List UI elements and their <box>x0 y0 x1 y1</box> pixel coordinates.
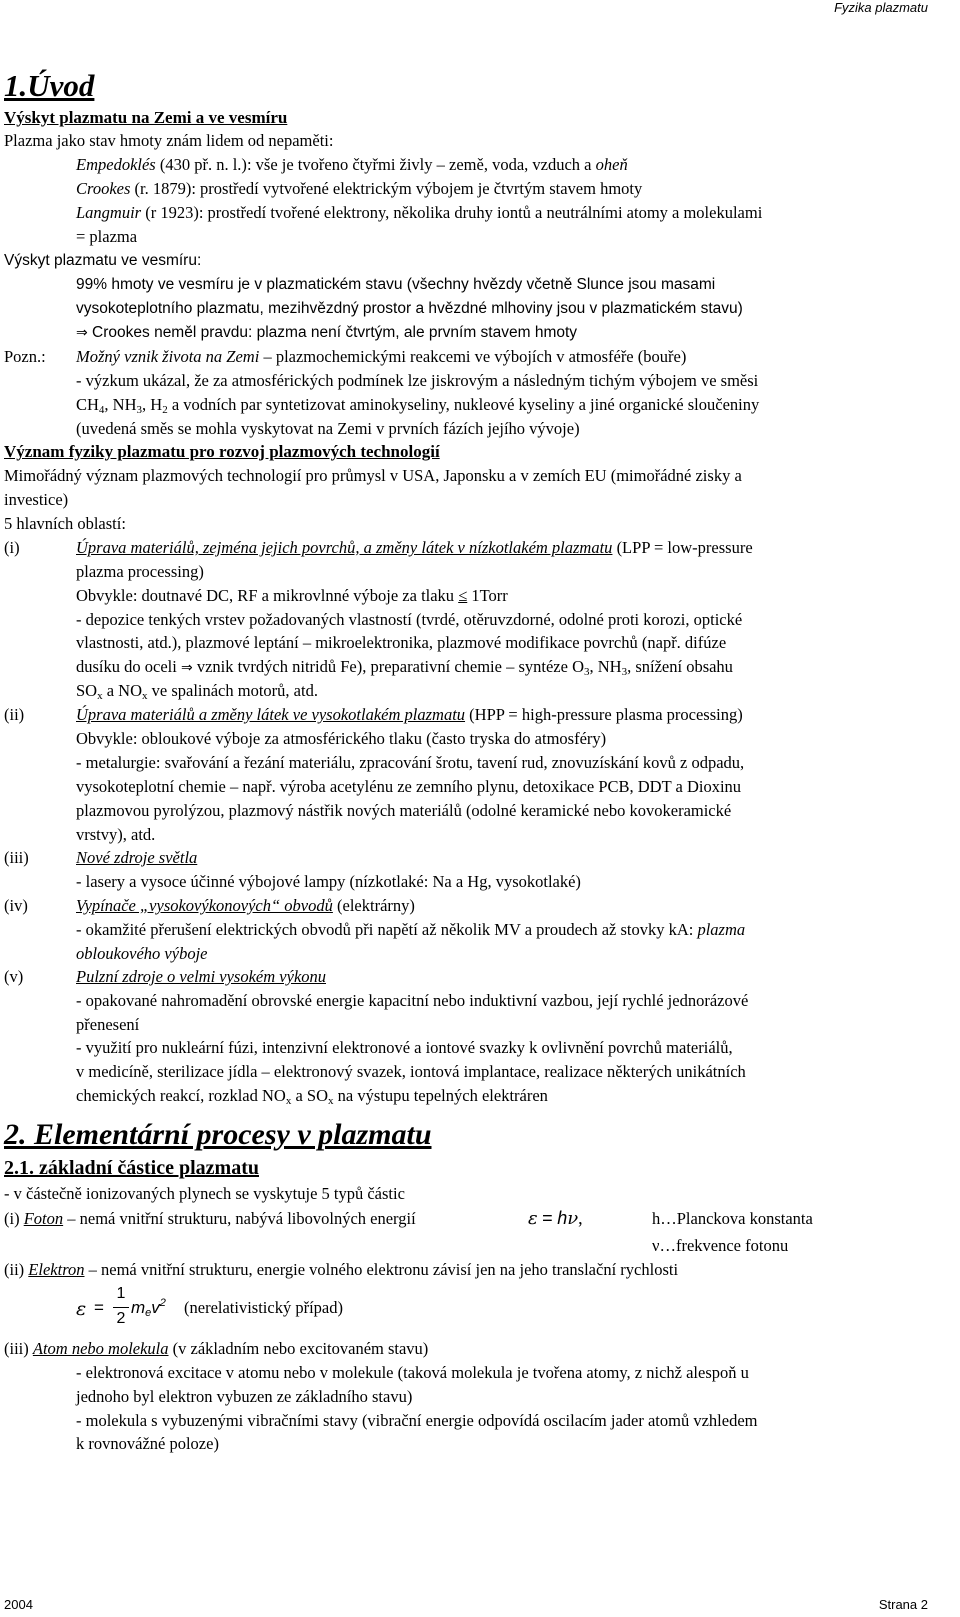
paragraph: 5 hlavních oblastí: <box>4 514 126 533</box>
paragraph <box>76 919 745 941</box>
text: Obvykle: doutnavé DC, RF a mikrovlnné výboje za tlaku <box>76 586 459 605</box>
text: a vodních par syntetizovat aminokyseliny, nukleové kyseliny a jiné organické sloučeniny <box>167 395 760 414</box>
paragraph-empedokles <box>76 154 628 176</box>
text-italic: Možný vznik života na Zemi <box>76 347 260 366</box>
footer-page-number: Strana 2 <box>878 1597 928 1612</box>
implies-symbol: ⇒ <box>180 660 193 676</box>
paragraph: - lasery a vysoce účinné výbojové lampy (nízkotlaké: Na a Hg, vysokotlaké) <box>76 872 581 891</box>
equals: = <box>94 1298 104 1317</box>
paragraph: - depozice tenkých vrstev požadovaných vlastností (tvrdé, otěruvzdorné, odolné proti korozi, optické <box>76 610 743 629</box>
date: (r. 1879) <box>130 179 192 198</box>
list-number: (i) <box>4 1209 20 1228</box>
h: h <box>557 1208 568 1228</box>
text: (LPP = low-pressure <box>612 538 753 557</box>
equation-photon-energy <box>528 1207 583 1230</box>
paragraph-formula <box>76 394 759 416</box>
text: a NO <box>102 681 142 700</box>
date: (r 1923) <box>141 203 199 222</box>
paragraph-langmuir <box>76 202 762 224</box>
paragraph: plazmovou pyrolýzou, plazmový nástřik nových materiálů (odolné keramické nebo kovokeramické <box>76 801 732 820</box>
item-title: Elektron <box>28 1260 85 1279</box>
paragraph: vrstvy), atd. <box>76 825 156 844</box>
paragraph: investice) <box>4 490 69 509</box>
text-italic: plazma <box>697 920 746 939</box>
text: (elektrárny) <box>332 896 415 915</box>
paragraph: Mimořádný význam plazmových technologií pro průmysl v USA, Japonsku a v zemích EU (mimořádné zisky a <box>4 466 742 485</box>
paragraph <box>76 680 318 702</box>
list-number: (iii) <box>4 1339 29 1358</box>
note-planck: h…Planckova konstanta <box>652 1209 813 1228</box>
text: : prostředí vytvořené elektrickým výbojem je čtvrtým stavem hmoty <box>191 179 643 198</box>
fraction-bar <box>113 1307 129 1308</box>
note-label: Pozn.: <box>4 347 46 366</box>
comma: , <box>578 1208 583 1228</box>
subheading-zakladni-castice: 2.1. základní částice plazmatu <box>4 1157 259 1179</box>
paragraph: - v částečně ionizovaných plynech se vyskytuje 5 typů částic <box>4 1184 405 1203</box>
paragraph: vysokoteplotního plazmatu, mezihvězdný prostor a hvězdné mlhoviny jsou v plazmatickém stavu) <box>76 300 743 317</box>
superscript: 2 <box>159 1297 166 1309</box>
text: CH <box>76 395 99 414</box>
list-number: (ii) <box>4 1260 25 1279</box>
subscript: 3 <box>136 404 143 416</box>
text: dusíku do oceli <box>76 657 181 676</box>
list-number: (v) <box>4 967 24 986</box>
item-title: Foton <box>23 1209 64 1228</box>
text: (v základním nebo excitovaném stavu) <box>168 1339 429 1358</box>
name: Empedoklés <box>76 155 156 174</box>
list-item-i <box>76 537 753 559</box>
text: , H <box>142 395 163 414</box>
running-header: Fyzika plazmatu <box>834 0 928 15</box>
fraction-numerator: 1 <box>116 1285 126 1302</box>
paragraph: Obvykle: obloukové výboje za atmosférického tlaku (často tryska do atmosféry) <box>76 729 607 748</box>
mass: m <box>131 1298 146 1317</box>
paragraph-crookes <box>76 178 642 200</box>
paragraph: - metalurgie: svařování a řezání materiálu, zpracování šrotu, tavení rud, znovuzískání kovů z odpadu, <box>76 753 745 772</box>
subheading-vyskyt: Výskyt plazmatu na Zemi a ve vesmíru <box>4 108 288 127</box>
list-item-atom <box>4 1338 428 1360</box>
text: – nemá vnitřní strukturu, nabývá libovolných energií <box>63 1209 416 1228</box>
item-title: Úprava materiálů a změny látek ve vysokotlakém plazmatu <box>76 705 466 724</box>
subscript: e <box>145 1307 152 1319</box>
text: : prostředí tvořené elektrony, několika druhy iontů a neutrálními atomy a molekulami <box>198 203 763 222</box>
subscript: x <box>285 1095 292 1107</box>
section-heading-elementarni-procesy: 2. Elementární procesy v plazmatu <box>4 1118 432 1151</box>
equals: = <box>542 1208 553 1228</box>
date: (430 př. n. l.) <box>155 155 247 174</box>
subscript: 3 <box>621 666 628 678</box>
paragraph: = plazma <box>76 227 138 246</box>
paragraph: - molekula s vybuzenými vibračními stavy (vibrační energie odpovídá oscilacím jader atomů vzhledem <box>76 1411 758 1430</box>
subscript: 3 <box>583 666 590 678</box>
list-item-v-title: Pulzní zdroje o velmi vysokém výkonu <box>76 967 327 986</box>
text: SO <box>76 681 98 700</box>
list-number: (iv) <box>4 896 28 915</box>
footer-year: 2004 <box>4 1597 33 1612</box>
epsilon: ε <box>76 1298 87 1320</box>
text: (HPP = high-pressure plasma processing) <box>465 705 743 724</box>
paragraph: Výskyt plazmatu ve vesmíru: <box>4 252 202 269</box>
paragraph: - opakované nahromadění obrovské energie kapacitní nebo induktivní vazbou, její rychlé jednorázové <box>76 991 749 1010</box>
text: - okamžité přerušení elektrických obvodů při napětí až několik MV a proudech až stovky kA: <box>76 920 698 939</box>
text: – nemá vnitřní strukturu, energie volného elektronu závisí jen na jeho translační rychlosti <box>84 1260 679 1279</box>
list-item-elektron <box>4 1259 678 1281</box>
paragraph: - elektronová excitace v atomu nebo v molekule (taková molekula je tvořena atomy, z nichž alespoň u <box>76 1363 749 1382</box>
paragraph: plazma processing) <box>76 562 204 581</box>
subscript: x <box>97 690 103 702</box>
text: vznik tvrdých nitridů Fe), preparativní chemie – syntéze O <box>192 657 584 676</box>
item-title: Atom nebo molekula <box>32 1339 169 1358</box>
list-item-iv <box>76 895 415 917</box>
list-item-foton <box>4 1208 416 1230</box>
paragraph: k rovnovážné poloze) <box>76 1434 219 1453</box>
subscript: 4 <box>98 404 105 416</box>
text: , NH <box>589 657 622 676</box>
implies-symbol: ⇒ <box>76 325 88 341</box>
velocity: v <box>151 1298 160 1317</box>
note-frequency: ν…frekvence fotonu <box>652 1236 789 1255</box>
text: : vše je tvořeno čtyřmi živly – země, voda, vzduch a <box>246 155 596 174</box>
text: – plazmochemickými reakcemi ve výbojích v atmosféře (bouře) <box>259 347 687 366</box>
item-title: Vypínače „vysokovýkonových“ obvodů <box>76 896 333 915</box>
item-title: Úprava materiálů, zejména jejich povrchů, a změny látek v nízkotlakém plazmatu <box>76 538 613 557</box>
paragraph: vysokoteplotní chemie – např. výroba acetylénu ze zemního plynu, detoxikace PCB, DDT a Dioxinu <box>76 777 742 796</box>
paragraph <box>76 656 733 679</box>
text-fire: oheň <box>595 155 628 174</box>
le-symbol: ≤ <box>458 586 468 605</box>
paragraph: 99% hmoty ve vesmíru je v plazmatickém stavu (všechny hvězdy včetně Slunce jsou masami <box>76 276 716 293</box>
paragraph: (uvedená směs se mohla vyskytovat na Zemi v prvních fázích jejího vývoje) <box>76 419 580 438</box>
text: ve spalinách motorů, atd. <box>147 681 318 700</box>
paragraph: - využití pro nukleární fúzi, intenzivní elektronové a iontové svazky k ovlivnění povrchů materiálů, <box>76 1038 733 1057</box>
subheading-vyznam: Význam fyziky plazmatu pro rozvoj plazmových technologií <box>4 442 440 461</box>
paragraph: přenesení <box>76 1015 140 1034</box>
paragraph <box>76 585 508 607</box>
list-item-iii-title: Nové zdroje světla <box>76 848 198 867</box>
paragraph: vlastnosti, atd.), plazmové leptání – mikroelektronika, plazmové modifikace povrchů (např. difúze <box>76 633 727 652</box>
paragraph: jednoho byl elektron vybuzen ze základního stavu) <box>76 1387 413 1406</box>
paragraph: v medicíně, sterilizace jídla – elektronový svazek, iontová implantace, realizace některých unikátních <box>76 1062 746 1081</box>
equation-electron-energy <box>76 1285 396 1335</box>
paragraph: obloukového výboje <box>76 944 208 963</box>
name: Crookes <box>76 179 131 198</box>
text: , snížení obsahu <box>627 657 733 676</box>
text: chemických reakcí, rozklad NO <box>76 1086 286 1105</box>
list-number: (ii) <box>4 705 25 724</box>
note-text <box>76 346 686 368</box>
fraction-denominator: 2 <box>116 1310 126 1327</box>
paragraph: Plazma jako stav hmoty znám lidem od nepaměti: <box>4 131 334 150</box>
equation-note: (nerelativistický případ) <box>184 1298 343 1317</box>
text: Crookes neměl pravdu: plazma není čtvrtým, ale prvním stavem hmoty <box>92 324 578 341</box>
name: Langmuir <box>76 203 142 222</box>
subscript: 2 <box>162 404 168 416</box>
paragraph: - výzkum ukázal, že za atmosférických podmínek lze jiskrovým a následným tichým výbojem ve směsi <box>76 371 759 390</box>
nu: ν <box>567 1208 579 1229</box>
section-heading-uvod: 1.Úvod <box>4 68 95 103</box>
list-item-ii <box>76 704 743 726</box>
paragraph <box>76 1085 548 1107</box>
text: a SO <box>291 1086 328 1105</box>
subscript: x <box>328 1095 334 1107</box>
list-number: (i) <box>4 538 20 557</box>
text: na výstupu tepelných elektráren <box>333 1086 548 1105</box>
paragraph-conclusion <box>76 322 577 344</box>
subscript: x <box>142 690 148 702</box>
text: 1Torr <box>467 586 508 605</box>
text: , NH <box>104 395 137 414</box>
epsilon: ε <box>528 1208 538 1229</box>
list-number: (iii) <box>4 848 29 867</box>
